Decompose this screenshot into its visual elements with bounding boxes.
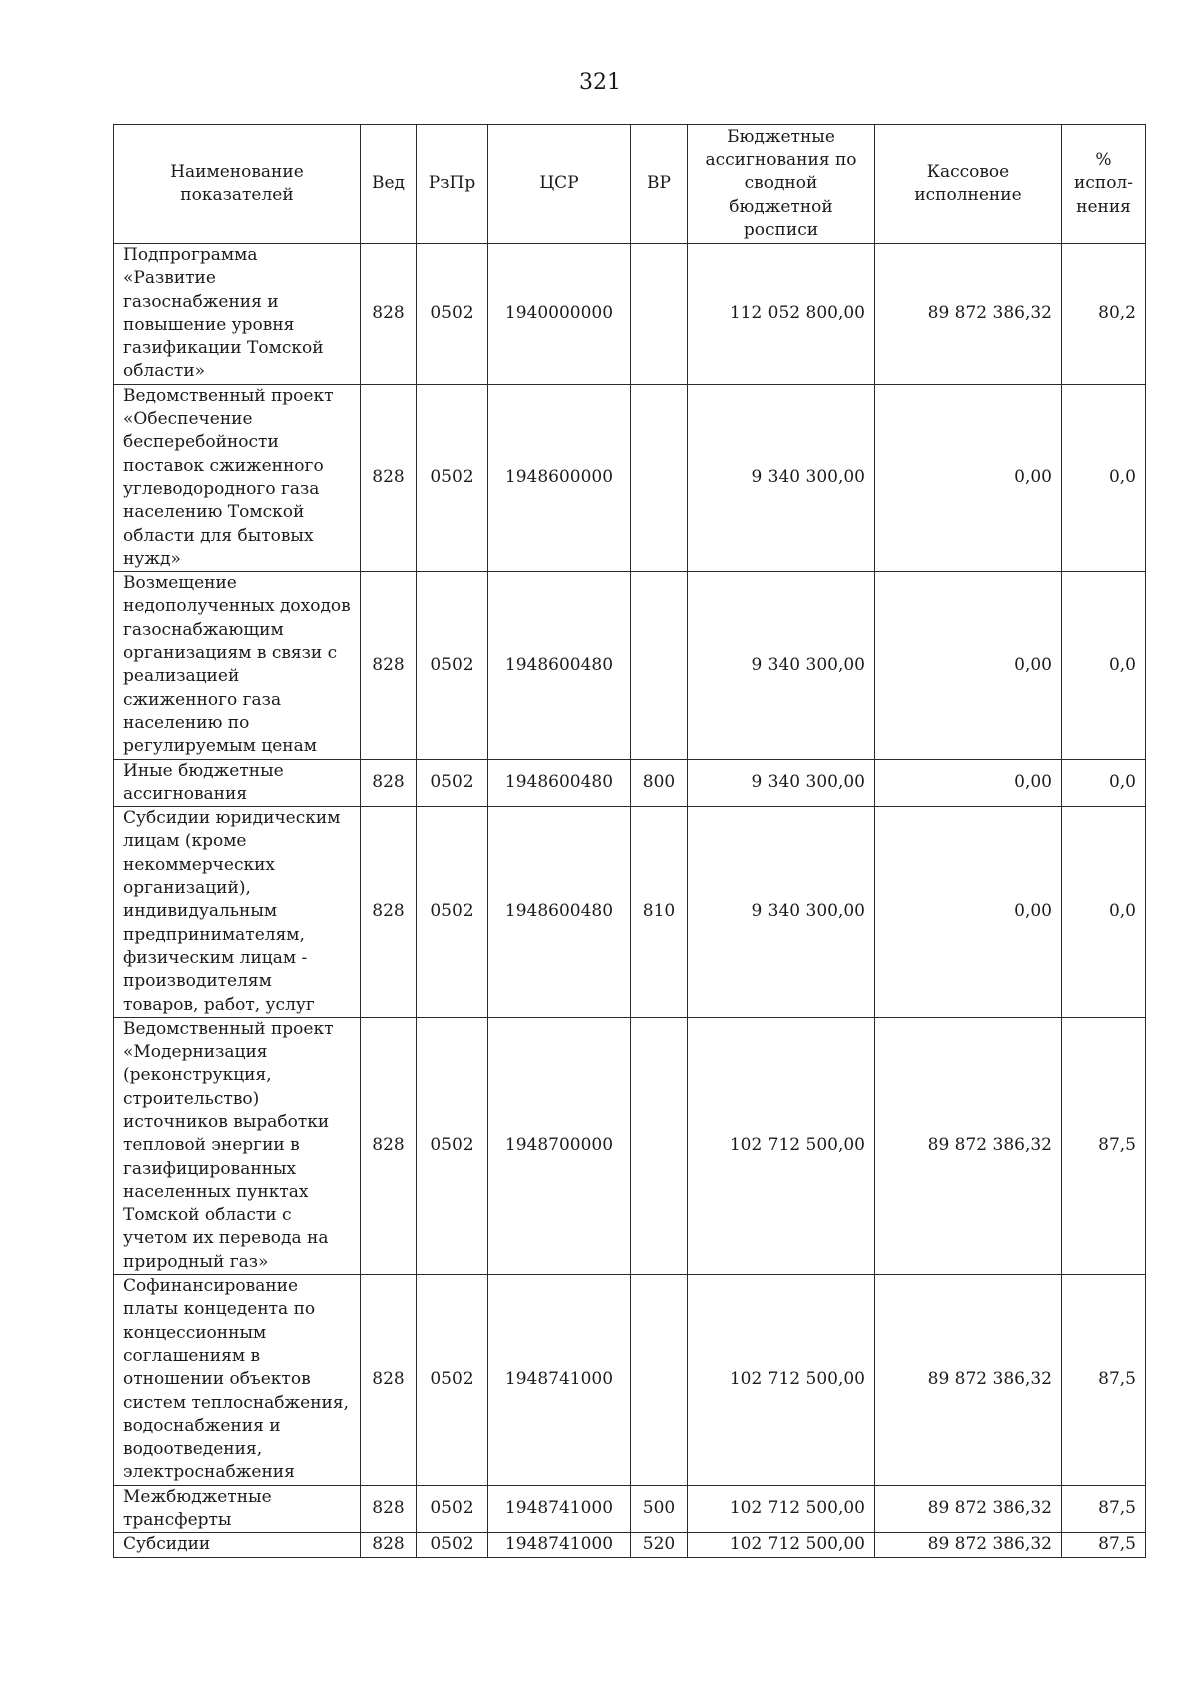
- row-name: Ведомственный проект «Обеспечение бесперебойности поставок сжиженного углеводородного газа населению Томской области для бытовых нужд»: [114, 384, 361, 571]
- row-csr: 1940000000: [488, 244, 631, 385]
- row-budget: 102 712 500,00: [688, 1533, 875, 1557]
- row-percent: 87,5: [1062, 1485, 1146, 1533]
- row-budget: 9 340 300,00: [688, 384, 875, 571]
- header-percent: % испол-нения: [1062, 125, 1146, 244]
- row-cash: 89 872 386,32: [875, 1485, 1062, 1533]
- row-vr: 520: [631, 1533, 688, 1557]
- row-vr: [631, 1017, 688, 1274]
- row-name: Субсидии юридическим лицам (кроме некоммерческих организаций), индивидуальным предпринимателям, физическим лицам - производителям товаров, работ, услуг: [114, 807, 361, 1018]
- row-name: Межбюджетные трансферты: [114, 1485, 361, 1533]
- row-csr: 1948600480: [488, 572, 631, 759]
- row-vr: 810: [631, 807, 688, 1018]
- header-csr: ЦСР: [488, 125, 631, 244]
- row-budget: 102 712 500,00: [688, 1017, 875, 1274]
- row-rzpr: 0502: [417, 244, 488, 385]
- row-name: Ведомственный проект «Модернизация (реконструкция, строительство) источников выработки тепловой энергии в газифицированных населенных пунктах Томской области с учетом их перевода на природный газ»: [114, 1017, 361, 1274]
- row-budget: 112 052 800,00: [688, 244, 875, 385]
- header-rzpr: РзПр: [417, 125, 488, 244]
- row-ved: 828: [361, 384, 417, 571]
- row-name: Иные бюджетные ассигнования: [114, 759, 361, 807]
- header-vr: ВР: [631, 125, 688, 244]
- row-cash: 0,00: [875, 759, 1062, 807]
- row-name: Субсидии: [114, 1533, 361, 1557]
- row-cash: 89 872 386,32: [875, 244, 1062, 385]
- header-budget: Бюджетные ассигнования по сводной бюджетной росписи: [688, 125, 875, 244]
- row-csr: 1948600000: [488, 384, 631, 571]
- table-row: [114, 1533, 1146, 1557]
- row-percent: 87,5: [1062, 1017, 1146, 1274]
- row-ved: 828: [361, 1533, 417, 1557]
- page-number: 321: [579, 70, 621, 95]
- row-vr: [631, 384, 688, 571]
- table-row: [114, 807, 1146, 1018]
- row-cash: 0,00: [875, 807, 1062, 1018]
- table-row: [114, 572, 1146, 759]
- row-ved: 828: [361, 1017, 417, 1274]
- row-name: Софинансирование платы концедента по концессионным соглашениям в отношении объектов систем теплоснабжения, водоснабжения и водоотведения, электроснабжения: [114, 1275, 361, 1486]
- row-rzpr: 0502: [417, 1017, 488, 1274]
- row-vr: 800: [631, 759, 688, 807]
- row-csr: 1948600480: [488, 807, 631, 1018]
- row-percent: 0,0: [1062, 807, 1146, 1018]
- row-budget: 9 340 300,00: [688, 572, 875, 759]
- row-rzpr: 0502: [417, 1485, 488, 1533]
- row-csr: 1948600480: [488, 759, 631, 807]
- row-ved: 828: [361, 807, 417, 1018]
- row-csr: 1948741000: [488, 1485, 631, 1533]
- row-percent: 0,0: [1062, 384, 1146, 571]
- row-csr: 1948700000: [488, 1017, 631, 1274]
- row-cash: 89 872 386,32: [875, 1533, 1062, 1557]
- row-name: Возмещение недополученных доходов газоснабжающим организациям в связи с реализацией сжиженного газа населению по регулируемым ценам: [114, 572, 361, 759]
- row-budget: 9 340 300,00: [688, 759, 875, 807]
- header-ved: Вед: [361, 125, 417, 244]
- row-cash: 89 872 386,32: [875, 1275, 1062, 1486]
- row-ved: 828: [361, 759, 417, 807]
- row-rzpr: 0502: [417, 384, 488, 571]
- row-ved: 828: [361, 1275, 417, 1486]
- row-vr: [631, 572, 688, 759]
- row-budget: 102 712 500,00: [688, 1275, 875, 1486]
- table-row: [114, 1485, 1146, 1533]
- row-cash: 0,00: [875, 572, 1062, 759]
- budget-execution-table: [113, 124, 1146, 1558]
- table-row: [114, 244, 1146, 385]
- row-vr: 500: [631, 1485, 688, 1533]
- table-row: [114, 1275, 1146, 1486]
- row-csr: 1948741000: [488, 1533, 631, 1557]
- header-name: Наименование показателей: [114, 125, 361, 244]
- row-rzpr: 0502: [417, 807, 488, 1018]
- row-cash: 0,00: [875, 384, 1062, 571]
- table-row: [114, 759, 1146, 807]
- row-name: Подпрограмма «Развитие газоснабжения и повышение уровня газификации Томской области»: [114, 244, 361, 385]
- row-percent: 0,0: [1062, 759, 1146, 807]
- row-ved: 828: [361, 1485, 417, 1533]
- row-ved: 828: [361, 572, 417, 759]
- row-percent: 0,0: [1062, 572, 1146, 759]
- row-vr: [631, 244, 688, 385]
- row-percent: 87,5: [1062, 1275, 1146, 1486]
- table-row: [114, 1017, 1146, 1274]
- row-rzpr: 0502: [417, 1533, 488, 1557]
- table-row: [114, 384, 1146, 571]
- table-header-row: [114, 125, 1146, 244]
- row-rzpr: 0502: [417, 572, 488, 759]
- row-percent: 80,2: [1062, 244, 1146, 385]
- header-cash: Кассовое исполнение: [875, 125, 1062, 244]
- row-budget: 102 712 500,00: [688, 1485, 875, 1533]
- row-vr: [631, 1275, 688, 1486]
- row-rzpr: 0502: [417, 759, 488, 807]
- row-csr: 1948741000: [488, 1275, 631, 1486]
- row-budget: 9 340 300,00: [688, 807, 875, 1018]
- row-percent: 87,5: [1062, 1533, 1146, 1557]
- row-cash: 89 872 386,32: [875, 1017, 1062, 1274]
- row-rzpr: 0502: [417, 1275, 488, 1486]
- row-ved: 828: [361, 244, 417, 385]
